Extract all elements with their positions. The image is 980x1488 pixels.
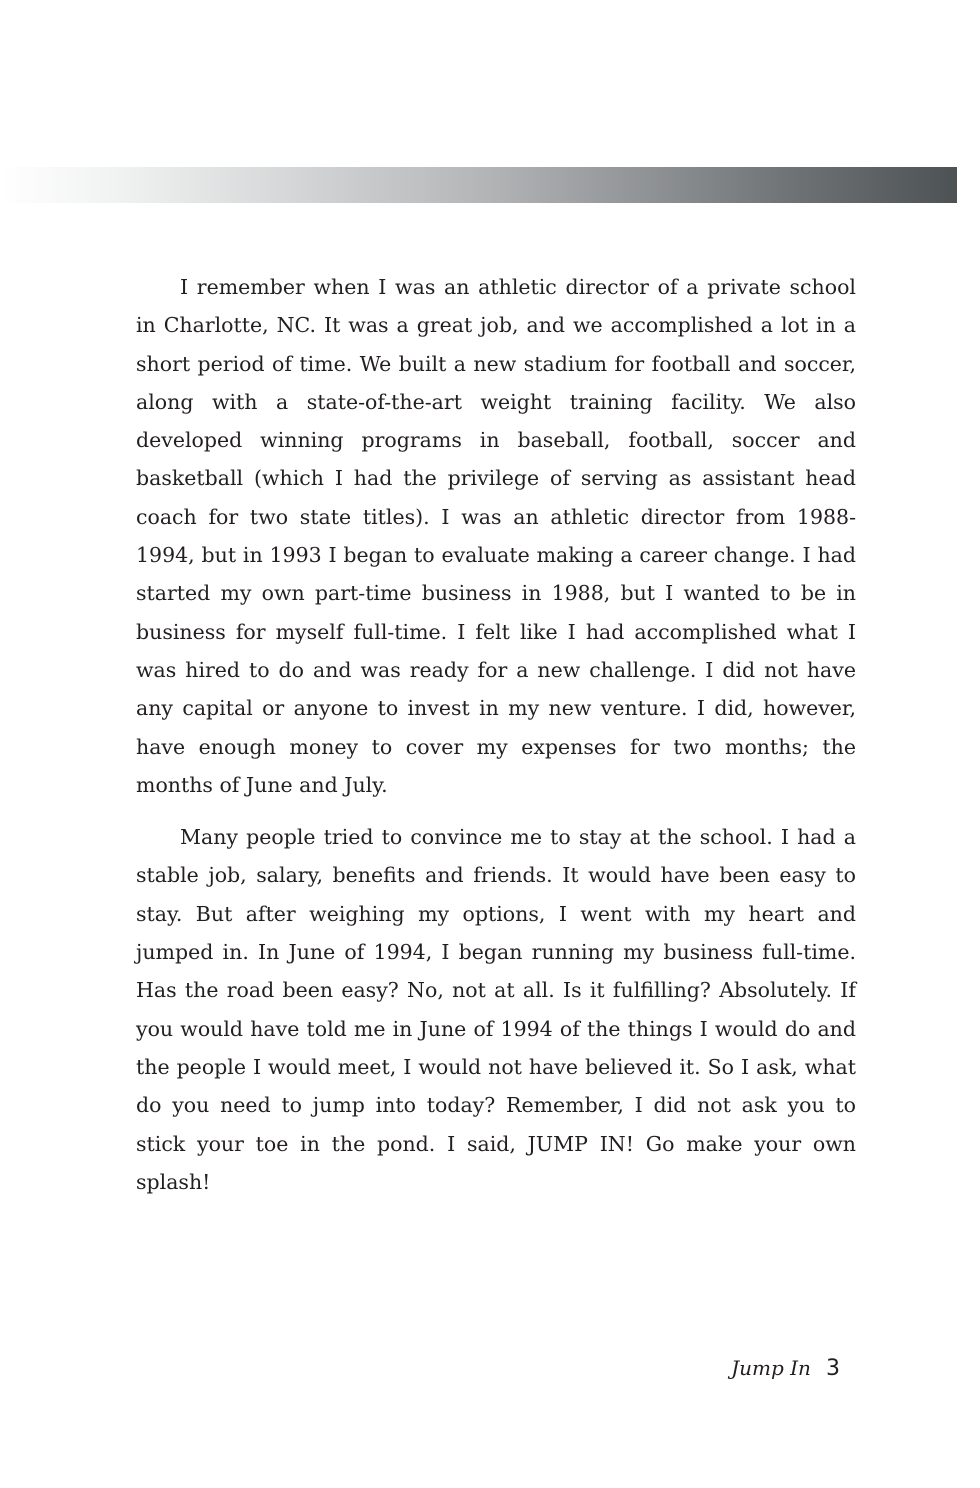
paragraph-2: Many people tried to convince me to stay at the school. I had a stable job, salary, benefits and friends. It would have been easy to stay. But after weighing my options, I went with my heart and jumped in. In June of 1994, I began running my business full-time. Has the road been easy? No, not at all. Is it fulfilling? Absolutely. If you would have told me in June of 1994 of the things I would do and the people I would meet, I would not have believed it. So I ask, what do you need to jump into today? Remember, I did not ask you to stick your toe in the pond. I said, JUMP IN! Go make your own splash! — [136, 825, 856, 1194]
page-number: 3 — [826, 1356, 840, 1381]
running-title: Jump In — [731, 1356, 811, 1380]
paragraph-1: I remember when I was an athletic director of a private school in Charlotte, NC. It was a great job, and we accomplished a lot in a short period of time. We built a new stadium for football and soccer, along with a state-of-the-art weight training facility. We also developed winning programs in baseball, football, soccer and basketball (which I had the privilege of serving as assistant head coach for two state titles). I was an athletic director from 1988-1994, but in 1993 I began to evaluate making a career change. I had started my own part-time business in 1988, but I wanted to be in business for myself full-time. I felt like I had accomplished what I was hired to do and was ready for a new challenge. I did not have any capital or anyone to invest in my new venture. I did, however, have enough money to cover my expenses for two months; the months of June and July. — [136, 275, 856, 797]
page-footer — [731, 1356, 840, 1381]
header-gradient-bar — [0, 167, 957, 203]
body-text — [136, 268, 856, 1201]
